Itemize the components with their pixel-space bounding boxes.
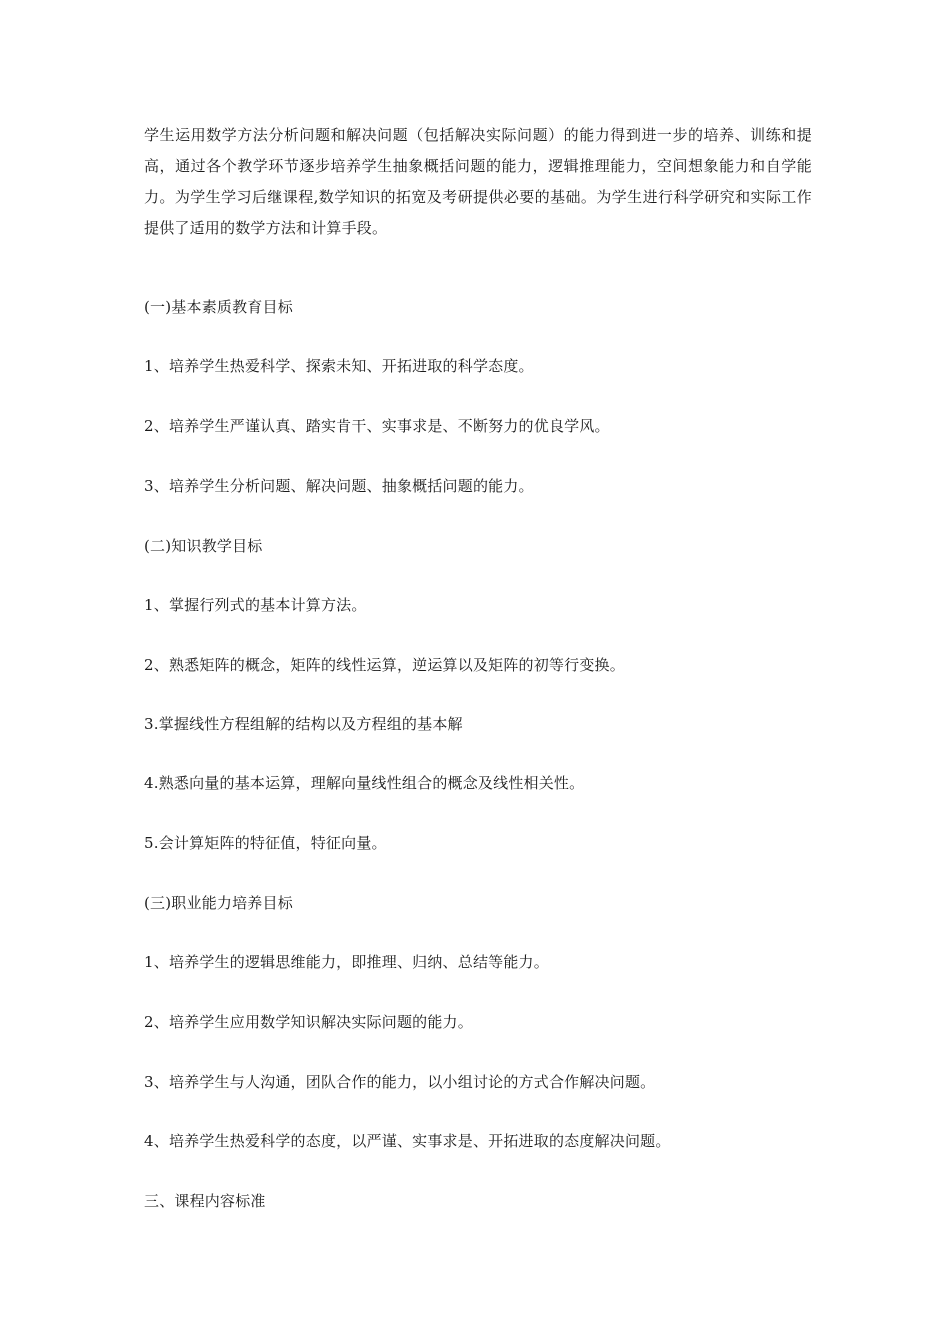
section-heading-knowledge: (二)知识教学目标 — [144, 537, 263, 555]
section-heading-basic-quality: (一)基本素质教育目标 — [144, 298, 293, 316]
list-item: 3、培养学生分析问题、解决问题、抽象概括问题的能力。 — [144, 477, 534, 495]
chapter-heading: 三、课程内容标准 — [144, 1192, 266, 1210]
list-item: 1、掌握行列式的基本计算方法。 — [144, 596, 367, 614]
list-item: 3.掌握线性方程组解的结构以及方程组的基本解 — [144, 715, 463, 733]
list-item: 4.熟悉向量的基本运算，理解向量线性组合的概念及线性相关性。 — [144, 774, 585, 792]
list-item: 1、培养学生的逻辑思维能力，即推理、归纳、总结等能力。 — [144, 953, 549, 971]
list-item: 1、培养学生热爱科学、探索未知、开拓进取的科学态度。 — [144, 357, 534, 375]
list-item: 2、培养学生严谨认真、踏实肯干、实事求是、不断努力的优良学风。 — [144, 417, 610, 435]
intro-paragraph: 学生运用数学方法分析问题和解决问题（包括解决实际问题）的能力得到进一步的培养、训练和提高，通过各个教学环节逐步培养学生抽象概括问题的能力，逻辑推理能力，空间想象能力和自学能力。为学生学习后继课程,数学知识的拓宽及考研提供必要的基础。为学生进行科学研究和实际工作提供了适用的数学方法和计算手段。 — [144, 126, 812, 237]
section-heading-vocational: (三)职业能力培养目标 — [144, 894, 293, 912]
list-item: 2、熟悉矩阵的概念，矩阵的线性运算，逆运算以及矩阵的初等行变换。 — [144, 656, 625, 674]
list-item: 2、培养学生应用数学知识解决实际问题的能力。 — [144, 1013, 473, 1031]
list-item: 5.会计算矩阵的特征值，特征向量。 — [144, 834, 387, 852]
list-item: 3、培养学生与人沟通，团队合作的能力，以小组讨论的方式合作解决问题。 — [144, 1073, 656, 1091]
list-item: 4、培养学生热爱科学的态度，以严谨、实事求是、开拓进取的态度解决问题。 — [144, 1132, 671, 1150]
